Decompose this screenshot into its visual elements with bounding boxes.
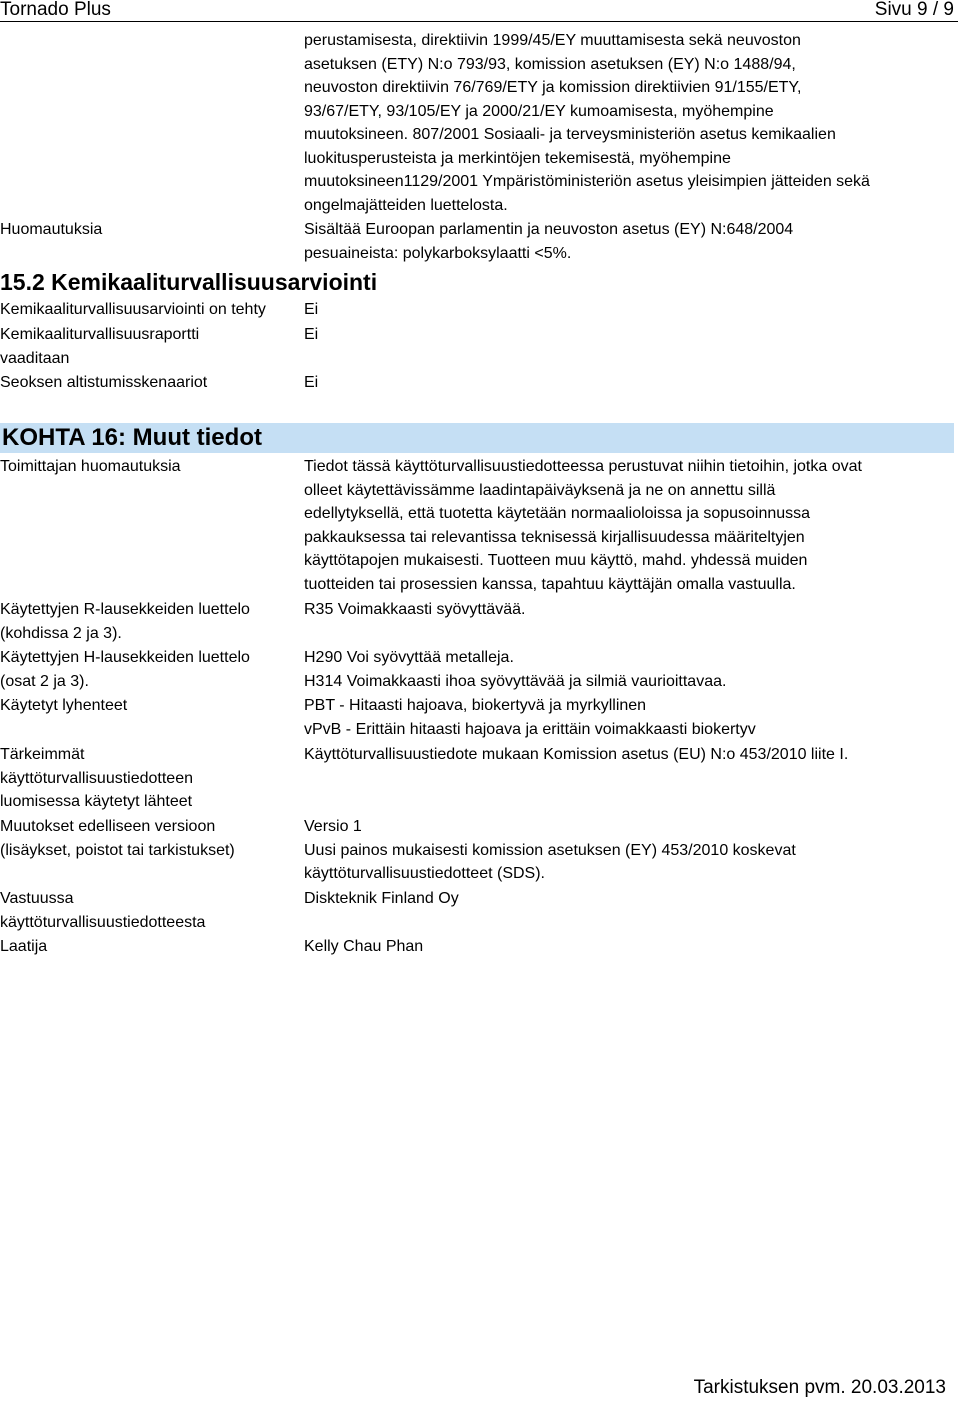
notes-line: edellytyksellä, että tuotetta käytetään normaalioloissa ja sopusoinnussa xyxy=(304,505,811,522)
label-line: Tärkeimmät xyxy=(0,746,85,763)
label-line: Kemikaaliturvallisuusarviointi on tehty xyxy=(0,301,266,318)
label-line: Kemikaaliturvallisuusraportti xyxy=(0,326,200,343)
notes-line: tuotteiden tai prosessien kanssa, tapahtuu käyttäjän omalla vastuulla. xyxy=(304,575,796,593)
regulation-line: perustamisesta, direktiivin 1999/45/EY muuttamisesta sekä neuvoston xyxy=(304,32,801,49)
notes-line: pakkauksessa tai relevantissa teknisessä kirjallisuudessa määriteltyjen xyxy=(304,528,805,546)
regulation-line: 93/67/ETY, 93/105/EY ja 2000/21/EY kumoamisesta, myöhempine xyxy=(304,102,774,120)
author-label: Laatija xyxy=(0,938,48,955)
csa-performed-value: Ei xyxy=(304,301,319,318)
sources-value: Käyttöturvallisuustiedote mukaan Komission asetus (EU) N:o 453/2010 liite I. xyxy=(304,746,849,763)
remarks-line: Sisältää Euroopan parlamentin ja neuvoston asetus (EY) N:648/2004 xyxy=(304,221,794,238)
label-line: Vastuussa xyxy=(0,890,74,907)
sources-label xyxy=(0,743,296,814)
regulation-line: muutoksineen. 807/2001 Sosiaali- ja terveysministeriön asetus kemikaalien xyxy=(304,126,836,143)
label-line: käyttöturvallisuustiedotteesta xyxy=(0,913,206,931)
page-number: Sivu 9 / 9 xyxy=(874,0,954,20)
regulation-line: muutoksineen1129/2001 Ympäristöministeriön asetus yleisimpien jätteiden sekä xyxy=(304,173,870,190)
section-15-2-title: 15.2 Kemikaaliturvallisuusarviointi xyxy=(0,269,378,295)
changes-line: käyttöturvallisuustiedotteet (SDS). xyxy=(304,865,545,882)
r-phrases-label xyxy=(0,598,296,645)
h-phrase-line: H290 Voi syövyttää metalleja. xyxy=(304,649,514,666)
responsible-value: Diskteknik Finland Oy xyxy=(304,890,459,907)
notes-line: Tiedot tässä käyttöturvallisuustiedotteessa perustuvat niihin tietoihin, jotka ovat xyxy=(304,458,862,475)
regulation-line: luokitusperusteista ja merkintöjen tekemisestä, myöhempine xyxy=(304,149,731,167)
product-name: Tornado Plus xyxy=(0,0,111,20)
csa-performed-label xyxy=(0,298,296,322)
r-phrases-value: R35 Voimakkaasti syövyttävää. xyxy=(304,601,526,618)
h-phrases-value xyxy=(304,646,954,693)
changes-value xyxy=(304,815,954,886)
label-line: (osat 2 ja 3). xyxy=(0,672,89,690)
exposure-scenarios-label xyxy=(0,371,296,395)
responsible-label xyxy=(0,887,296,934)
author-value: Kelly Chau Phan xyxy=(304,938,424,955)
notes-line: olleet käytettävissämme laadintapäiväyksenä ja ne on annettu sillä xyxy=(304,481,776,499)
abbreviations-value xyxy=(304,694,954,741)
label-line: (lisäykset, poistot tai tarkistukset) xyxy=(0,841,235,859)
label-line: Muutokset edelliseen versioon xyxy=(0,818,216,835)
revision-date: Tarkistuksen pvm. 20.03.2013 xyxy=(693,1377,946,1398)
supplier-notes-value xyxy=(304,455,954,596)
changes-line: Uusi painos mukaisesti komission asetuksen (EY) 453/2010 koskevat xyxy=(304,841,796,859)
csr-required-value: Ei xyxy=(304,326,319,343)
label-line: Käytettyjen R-lausekkeiden luettelo xyxy=(0,601,250,618)
abbreviations-label: Käytetyt lyhenteet xyxy=(0,697,128,714)
header-divider xyxy=(0,21,958,22)
notes-line: käyttötapojen mukaisesti. Tuotteen muu käyttö, mahd. yhdessä muiden xyxy=(304,552,808,569)
exposure-scenarios-value: Ei xyxy=(304,374,319,391)
label-line: (kohdissa 2 ja 3). xyxy=(0,624,122,642)
changes-label xyxy=(0,815,296,862)
h-phrase-line: H314 Voimakkaasti ihoa syövyttävää ja silmiä vaurioittavaa. xyxy=(304,672,727,690)
label-line: Käytettyjen H-lausekkeiden luettelo xyxy=(0,649,250,666)
label-line: Seoksen altistumisskenaariot xyxy=(0,374,208,391)
label-line: vaaditaan xyxy=(0,349,70,367)
label-line: luomisessa käytetyt lähteet xyxy=(0,793,193,810)
regulations-continued xyxy=(304,29,954,217)
regulation-line: asetuksen (ETY) N:o 793/93, komission asetuksen (EY) N:o 1488/94, xyxy=(304,55,796,73)
abbreviation-line: vPvB - Erittäin hitaasti hajoava ja erittäin voimakkaasti biokertyv xyxy=(304,720,756,738)
section-16-title: KOHTA 16: Muut tiedot xyxy=(2,424,262,451)
section-16-heading xyxy=(0,423,954,453)
regulation-line: neuvoston direktiivin 76/769/ETY ja komission direktiivien 91/155/ETY, xyxy=(304,79,802,96)
label-line: käyttöturvallisuustiedotteen xyxy=(0,769,193,787)
remarks-line: pesuaineista: polykarboksylaatti <5%. xyxy=(304,244,572,262)
csr-required-label xyxy=(0,323,296,370)
regulation-line: ongelmajätteiden luettelosta. xyxy=(304,196,508,214)
h-phrases-label xyxy=(0,646,296,693)
changes-line: Versio 1 xyxy=(304,818,362,835)
supplier-notes-label: Toimittajan huomautuksia xyxy=(0,458,181,475)
remarks-value xyxy=(304,218,954,265)
abbreviation-line: PBT - Hitaasti hajoava, biokertyvä ja myrkyllinen xyxy=(304,697,647,714)
remarks-label: Huomautuksia xyxy=(0,221,103,238)
